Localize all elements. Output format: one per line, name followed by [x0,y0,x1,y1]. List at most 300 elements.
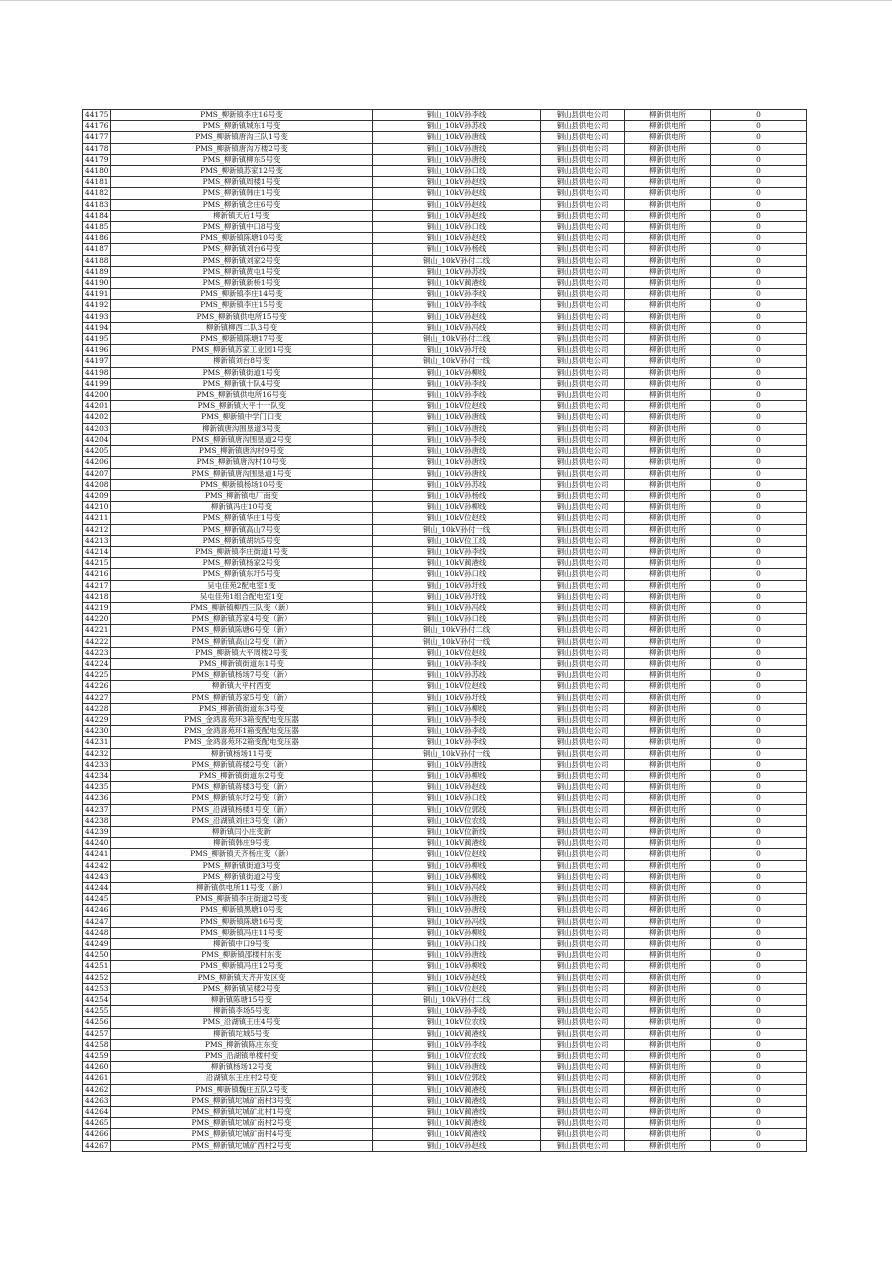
company-cell: 铜山县供电公司 [541,423,625,434]
company-cell: 铜山县供电公司 [541,714,625,725]
row-id-cell: 44180 [83,166,111,177]
transformer-name-cell: 柳新镇陈塘15号变 [111,995,373,1006]
feeder-line-cell: 铜山_10kV位农线 [373,1017,541,1028]
feeder-line-cell: 铜山_10kV孙口线 [373,569,541,580]
company-cell: 铜山县供电公司 [541,513,625,524]
table-body [83,110,807,1152]
feeder-line-cell: 铜山_10kV孙柳线 [373,871,541,882]
company-cell: 铜山县供电公司 [541,871,625,882]
table-row [83,558,807,569]
feeder-line-cell: 铜山_10kV位农线 [373,815,541,826]
row-id-cell: 44226 [83,681,111,692]
station-cell: 柳新供电所 [625,726,711,737]
transformer-name-cell: PMS_柳新镇中口8号变 [111,222,373,233]
transformer-name-cell: 柳新镇刘台8号变 [111,356,373,367]
table-row [83,737,807,748]
row-id-cell: 44265 [83,1118,111,1129]
row-id-cell: 44232 [83,748,111,759]
company-cell: 铜山县供电公司 [541,266,625,277]
value-cell: 0 [711,110,807,121]
transformer-name-cell: 柳新镇闫小庄变新 [111,827,373,838]
transformer-name-cell: PMS_沿湖镇王庄4号变 [111,1017,373,1028]
table-row [83,983,807,994]
transformer-name-cell: 柳新镇坨城5号变 [111,1028,373,1039]
row-id-cell: 44182 [83,188,111,199]
feeder-line-cell: 铜山_10kV孙唐线 [373,132,541,143]
row-id-cell: 44239 [83,827,111,838]
company-cell: 铜山县供电公司 [541,199,625,210]
feeder-line-cell: 铜山_10kV孙李线 [373,546,541,557]
station-cell: 柳新供电所 [625,1118,711,1129]
transformer-name-cell: PMS_柳新镇苏家工业园1号变 [111,345,373,356]
company-cell: 铜山县供电公司 [541,591,625,602]
transformer-name-cell: 柳新镇柳西二队3号变 [111,322,373,333]
top-border-line [0,0,892,1]
value-cell: 0 [711,378,807,389]
table-row [83,177,807,188]
value-cell: 0 [711,143,807,154]
value-cell: 0 [711,782,807,793]
table-row [83,815,807,826]
table-row [83,871,807,882]
station-cell: 柳新供电所 [625,894,711,905]
feeder-line-cell: 铜山_10kV孙圩线 [373,692,541,703]
row-id-cell: 44184 [83,210,111,221]
feeder-line-cell: 铜山_10kV蔺港线 [373,1095,541,1106]
feeder-line-cell: 铜山_10kV孙付二线 [373,255,541,266]
table-row [83,334,807,345]
feeder-line-cell: 铜山_10kV孙唐线 [373,894,541,905]
table-row [83,210,807,221]
station-cell: 柳新供电所 [625,1107,711,1118]
table-row [83,591,807,602]
company-cell: 铜山县供电公司 [541,1073,625,1084]
station-cell: 柳新供电所 [625,390,711,401]
value-cell: 0 [711,647,807,658]
station-cell: 柳新供电所 [625,356,711,367]
station-cell: 柳新供电所 [625,1039,711,1050]
station-cell: 柳新供电所 [625,1006,711,1017]
value-cell: 0 [711,1107,807,1118]
value-cell: 0 [711,838,807,849]
table-row [83,311,807,322]
row-id-cell: 44208 [83,479,111,490]
company-cell: 铜山县供电公司 [541,244,625,255]
table-row [83,143,807,154]
value-cell: 0 [711,602,807,613]
row-id-cell: 44192 [83,300,111,311]
transformer-name-cell: PMS_柳新镇唐沟围垦道2号变 [111,434,373,445]
company-cell: 铜山县供电公司 [541,860,625,871]
feeder-line-cell: 铜山_10kV孙口线 [373,222,541,233]
row-id-cell: 44254 [83,995,111,1006]
value-cell: 0 [711,961,807,972]
feeder-line-cell: 铜山_10kV位赵线 [373,647,541,658]
feeder-line-cell: 铜山_10kV孙柳线 [373,860,541,871]
station-cell: 柳新供电所 [625,714,711,725]
row-id-cell: 44179 [83,154,111,165]
row-id-cell: 44219 [83,602,111,613]
station-cell: 柳新供电所 [625,1062,711,1073]
station-cell: 柳新供电所 [625,546,711,557]
table-row [83,524,807,535]
company-cell: 铜山县供电公司 [541,490,625,501]
table-row [83,188,807,199]
feeder-line-cell: 铜山_10kV孙李线 [373,289,541,300]
company-cell: 铜山县供电公司 [541,1129,625,1140]
value-cell: 0 [711,446,807,457]
table-row [83,390,807,401]
row-id-cell: 44247 [83,916,111,927]
value-cell: 0 [711,1073,807,1084]
company-cell: 铜山县供电公司 [541,1006,625,1017]
company-cell: 铜山县供电公司 [541,983,625,994]
transformer-name-cell: PMS_柳新镇胡坑5号变 [111,535,373,546]
station-cell: 柳新供电所 [625,883,711,894]
value-cell: 0 [711,311,807,322]
row-id-cell: 44221 [83,625,111,636]
table-row [83,322,807,333]
table-row [83,703,807,714]
row-id-cell: 44216 [83,569,111,580]
feeder-line-cell: 铜山_10kV孙冯线 [373,916,541,927]
value-cell: 0 [711,905,807,916]
company-cell: 铜山县供电公司 [541,222,625,233]
company-cell: 铜山县供电公司 [541,692,625,703]
company-cell: 铜山县供电公司 [541,255,625,266]
table-row [83,1006,807,1017]
transformer-name-cell: PMS_柳新镇坨城矿北村1号变 [111,1107,373,1118]
feeder-line-cell: 铜山_10kV蔺港线 [373,1084,541,1095]
station-cell: 柳新供电所 [625,782,711,793]
transformer-name-cell: 吴屯佳苑1组合配电室1变 [111,591,373,602]
row-id-cell: 44199 [83,378,111,389]
row-id-cell: 44206 [83,457,111,468]
company-cell: 铜山县供电公司 [541,602,625,613]
feeder-line-cell: 铜山_10kV孙付二线 [373,625,541,636]
value-cell: 0 [711,894,807,905]
row-id-cell: 44253 [83,983,111,994]
row-id-cell: 44203 [83,423,111,434]
value-cell: 0 [711,1006,807,1017]
row-id-cell: 44231 [83,737,111,748]
company-cell: 铜山县供电公司 [541,546,625,557]
value-cell: 0 [711,121,807,132]
table-row [83,255,807,266]
transformer-name-cell: PMS_柳新镇冯庄12号变 [111,961,373,972]
row-id-cell: 44210 [83,502,111,513]
feeder-line-cell: 铜山_10kV孙苏线 [373,479,541,490]
row-id-cell: 44243 [83,871,111,882]
transformer-name-cell: PMS_柳新镇杨家2号变 [111,558,373,569]
value-cell: 0 [711,827,807,838]
company-cell: 铜山县供电公司 [541,916,625,927]
company-cell: 铜山县供电公司 [541,883,625,894]
transformer-name-cell: PMS_柳新镇街道1号变 [111,367,373,378]
feeder-line-cell: 铜山_10kV孙付二线 [373,995,541,1006]
feeder-line-cell: 铜山_10kV孙唐线 [373,905,541,916]
transformer-name-cell: PMS_柳新镇杨场10号变 [111,479,373,490]
feeder-line-cell: 铜山_10kV孙赵线 [373,311,541,322]
table-row [83,658,807,669]
row-id-cell: 44259 [83,1051,111,1062]
company-cell: 铜山县供电公司 [541,390,625,401]
table-row [83,726,807,737]
row-id-cell: 44223 [83,647,111,658]
transformer-name-cell: PMS_柳新镇魏庄五队2号变 [111,1084,373,1095]
transformer-name-cell: PMS_柳新镇街道东1号变 [111,658,373,669]
transformer-name-cell: PMS_柳新镇蒋楼3号变（新） [111,782,373,793]
table-row [83,356,807,367]
value-cell: 0 [711,558,807,569]
table-row [83,692,807,703]
company-cell: 铜山县供电公司 [541,894,625,905]
value-cell: 0 [711,1062,807,1073]
row-id-cell: 44234 [83,770,111,781]
value-cell: 0 [711,927,807,938]
station-cell: 柳新供电所 [625,737,711,748]
station-cell: 柳新供电所 [625,871,711,882]
station-cell: 柳新供电所 [625,334,711,345]
table-row [83,546,807,557]
transformer-name-cell: PMS_柳新镇苏家12号变 [111,166,373,177]
feeder-line-cell: 铜山_10kV孙唐线 [373,950,541,961]
row-id-cell: 44263 [83,1095,111,1106]
row-id-cell: 44177 [83,132,111,143]
feeder-line-cell: 铜山_10kV孙杨线 [373,244,541,255]
table-row [83,894,807,905]
row-id-cell: 44241 [83,849,111,860]
table-row [83,759,807,770]
station-cell: 柳新供电所 [625,1095,711,1106]
value-cell: 0 [711,412,807,423]
table-row [83,883,807,894]
station-cell: 柳新供电所 [625,939,711,950]
station-cell: 柳新供电所 [625,961,711,972]
transformer-name-cell: PMS_柳新镇李庄16号变 [111,110,373,121]
station-cell: 柳新供电所 [625,602,711,613]
company-cell: 铜山县供电公司 [541,1028,625,1039]
value-cell: 0 [711,457,807,468]
transformer-name-cell: PMS_柳新镇刘家2号变 [111,255,373,266]
feeder-line-cell: 铜山_10kV孙付一线 [373,524,541,535]
station-cell: 柳新供电所 [625,110,711,121]
value-cell: 0 [711,871,807,882]
row-id-cell: 44205 [83,446,111,457]
station-cell: 柳新供电所 [625,490,711,501]
feeder-line-cell: 铜山_10kV孙苏线 [373,670,541,681]
table-row [83,479,807,490]
station-cell: 柳新供电所 [625,412,711,423]
feeder-line-cell: 铜山_10kV蔺港线 [373,1028,541,1039]
table-row [83,502,807,513]
company-cell: 铜山县供电公司 [541,748,625,759]
company-cell: 铜山县供电公司 [541,367,625,378]
company-cell: 铜山县供电公司 [541,827,625,838]
feeder-line-cell: 铜山_10kV孙口线 [373,614,541,625]
transformer-name-cell: PMS_柳新镇刘台6号变 [111,244,373,255]
station-cell: 柳新供电所 [625,1028,711,1039]
station-cell: 柳新供电所 [625,423,711,434]
table-row [83,602,807,613]
row-id-cell: 44250 [83,950,111,961]
table-row [83,199,807,210]
station-cell: 柳新供电所 [625,524,711,535]
transformer-name-cell: PMS_柳新镇黑塘10号变 [111,905,373,916]
transformer-name-cell: PMS_柳新镇陈塘16号变 [111,916,373,927]
company-cell: 铜山县供电公司 [541,972,625,983]
station-cell: 柳新供电所 [625,345,711,356]
transformer-name-cell: PMS_柳新镇唐沟万楼2号变 [111,143,373,154]
company-cell: 铜山县供电公司 [541,345,625,356]
value-cell: 0 [711,591,807,602]
feeder-line-cell: 铜山_10kV位赵线 [373,401,541,412]
table-row [83,535,807,546]
station-cell: 柳新供电所 [625,614,711,625]
transformer-name-cell: PMS_柳新镇苏家4号变（新） [111,614,373,625]
company-cell: 铜山县供电公司 [541,849,625,860]
row-id-cell: 44186 [83,233,111,244]
value-cell: 0 [711,490,807,501]
table-row [83,636,807,647]
feeder-line-cell: 铜山_10kV孙唐线 [373,423,541,434]
transformer-name-cell: 柳新镇供电所11号变（新） [111,883,373,894]
station-cell: 柳新供电所 [625,244,711,255]
value-cell: 0 [711,849,807,860]
value-cell: 0 [711,692,807,703]
station-cell: 柳新供电所 [625,703,711,714]
table-row [83,434,807,445]
company-cell: 铜山县供电公司 [541,1095,625,1106]
row-id-cell: 44233 [83,759,111,770]
station-cell: 柳新供电所 [625,658,711,669]
value-cell: 0 [711,793,807,804]
row-id-cell: 44252 [83,972,111,983]
feeder-line-cell: 铜山_10kV孙口线 [373,793,541,804]
table-row [83,1028,807,1039]
value-cell: 0 [711,210,807,221]
row-id-cell: 44202 [83,412,111,423]
station-cell: 柳新供电所 [625,625,711,636]
feeder-line-cell: 铜山_10kV孙唐线 [373,1062,541,1073]
company-cell: 铜山县供电公司 [541,177,625,188]
row-id-cell: 44228 [83,703,111,714]
value-cell: 0 [711,972,807,983]
transformer-name-cell: PMS_柳新镇华庄1号变 [111,513,373,524]
feeder-line-cell: 铜山_10kV孙赵线 [373,199,541,210]
feeder-line-cell: 铜山_10kV孙李线 [373,434,541,445]
row-id-cell: 44200 [83,390,111,401]
feeder-line-cell: 铜山_10kV孙唐线 [373,457,541,468]
table-row [83,457,807,468]
transformer-name-cell: PMS_柳新镇大平周楼2号变 [111,647,373,658]
company-cell: 铜山县供电公司 [541,1107,625,1118]
row-id-cell: 44185 [83,222,111,233]
feeder-line-cell: 铜山_10kV孙柳线 [373,961,541,972]
feeder-line-cell: 铜山_10kV孙柳线 [373,703,541,714]
table-row [83,1084,807,1095]
station-cell: 柳新供电所 [625,860,711,871]
row-id-cell: 44178 [83,143,111,154]
table-row [83,782,807,793]
company-cell: 铜山县供电公司 [541,939,625,950]
feeder-line-cell: 铜山_10kV孙唐线 [373,759,541,770]
value-cell: 0 [711,345,807,356]
feeder-line-cell: 铜山_10kV孙唐线 [373,468,541,479]
feeder-line-cell: 铜山_10kV孙赵线 [373,177,541,188]
transformer-name-cell: PMS_柳新镇街道2号变 [111,871,373,882]
row-id-cell: 44214 [83,546,111,557]
company-cell: 铜山县供电公司 [541,804,625,815]
company-cell: 铜山县供电公司 [541,535,625,546]
table-row [83,468,807,479]
transformer-name-cell: PMS_柳新镇周楼1号变 [111,177,373,188]
row-id-cell: 44220 [83,614,111,625]
feeder-line-cell: 铜山_10kV孙赵线 [373,972,541,983]
value-cell: 0 [711,401,807,412]
company-cell: 铜山县供电公司 [541,289,625,300]
row-id-cell: 44237 [83,804,111,815]
value-cell: 0 [711,703,807,714]
table-row [83,412,807,423]
station-cell: 柳新供电所 [625,233,711,244]
feeder-line-cell: 铜山_10kV蔺港线 [373,838,541,849]
company-cell: 铜山县供电公司 [541,188,625,199]
row-id-cell: 44176 [83,121,111,132]
feeder-line-cell: 铜山_10kV孙赵线 [373,1140,541,1151]
station-cell: 柳新供电所 [625,154,711,165]
station-cell: 柳新供电所 [625,446,711,457]
row-id-cell: 44267 [83,1140,111,1151]
value-cell: 0 [711,815,807,826]
feeder-line-cell: 铜山_10kV孙李线 [373,714,541,725]
feeder-line-cell: 铜山_10kV孙柳线 [373,502,541,513]
company-cell: 铜山县供电公司 [541,636,625,647]
feeder-line-cell: 铜山_10kV孙冯线 [373,883,541,894]
station-cell: 柳新供电所 [625,166,711,177]
station-cell: 柳新供电所 [625,1073,711,1084]
feeder-line-cell: 铜山_10kV蔺港线 [373,1129,541,1140]
value-cell: 0 [711,1039,807,1050]
station-cell: 柳新供电所 [625,401,711,412]
station-cell: 柳新供电所 [625,838,711,849]
station-cell: 柳新供电所 [625,815,711,826]
value-cell: 0 [711,233,807,244]
value-cell: 0 [711,748,807,759]
row-id-cell: 44187 [83,244,111,255]
company-cell: 铜山县供电公司 [541,1017,625,1028]
transformer-name-cell: PMS_柳新镇柳西三队变（新） [111,602,373,613]
transformer-name-cell: PMS_金鸿喜苑环2箱变配电变压器 [111,737,373,748]
station-cell: 柳新供电所 [625,322,711,333]
company-cell: 铜山县供电公司 [541,479,625,490]
row-id-cell: 44245 [83,894,111,905]
transformer-name-cell: PMS_柳新镇念庄6号变 [111,199,373,210]
table-row [83,1039,807,1050]
value-cell: 0 [711,614,807,625]
feeder-line-cell: 铜山_10kV孙唐线 [373,412,541,423]
row-id-cell: 44190 [83,278,111,289]
feeder-line-cell: 铜山_10kV位赵线 [373,681,541,692]
table-row [83,1118,807,1129]
company-cell: 铜山县供电公司 [541,233,625,244]
row-id-cell: 44215 [83,558,111,569]
company-cell: 铜山县供电公司 [541,378,625,389]
transformer-name-cell: 柳新镇杨场12号变 [111,1062,373,1073]
company-cell: 铜山县供电公司 [541,950,625,961]
table-row [83,804,807,815]
feeder-line-cell: 铜山_10kV孙唐线 [373,143,541,154]
